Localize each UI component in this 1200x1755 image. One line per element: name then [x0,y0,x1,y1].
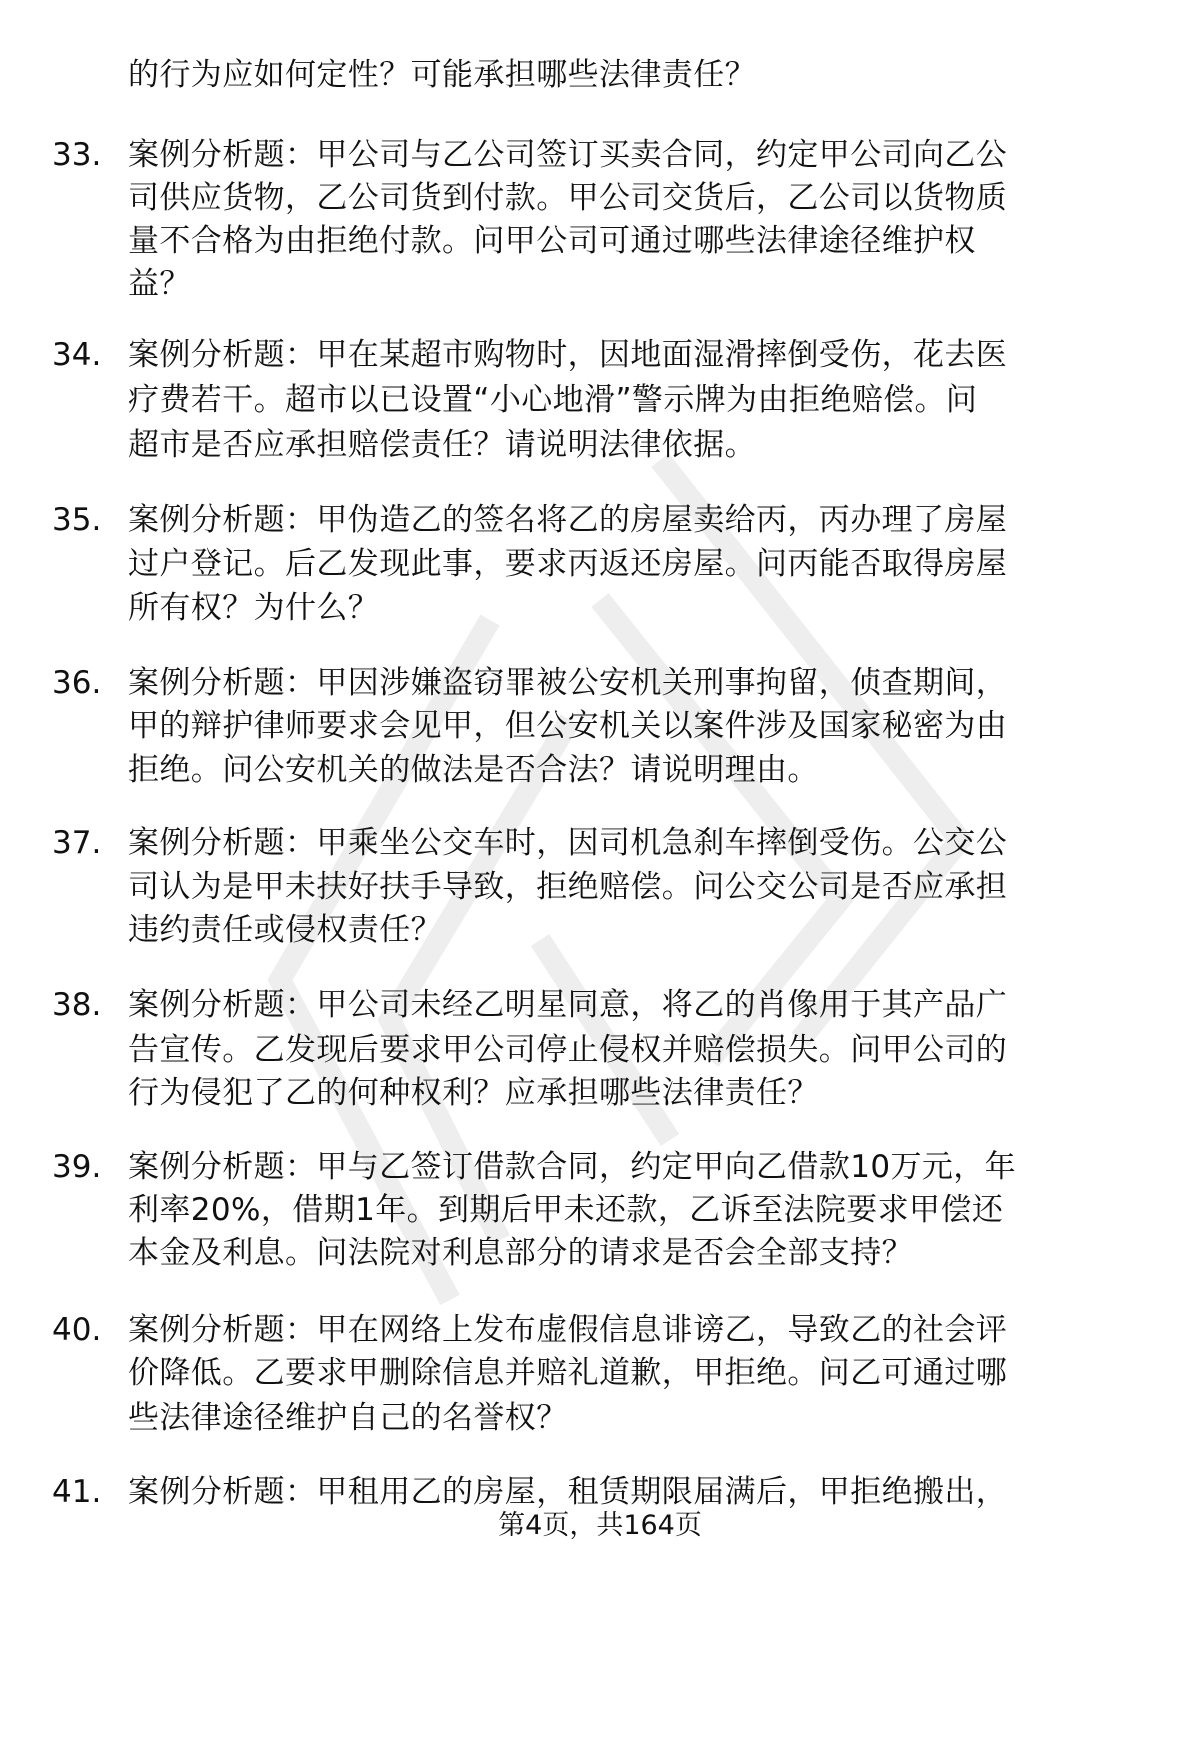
question-line: 些法律途径维护自己的名誉权？ [128,1400,568,1436]
question-line: 甲的辩护律师要求会见甲，但公安机关以案件涉及国家秘密为由 [128,708,1008,744]
question-number: 34. [52,337,102,373]
question-line: 案例分析题：甲伪造乙的签名将乙的房屋卖给丙，丙办理了房屋 [128,502,1008,538]
question-line: 案例分析题：甲公司未经乙明星同意，将乙的肖像用于其产品广 [128,987,1008,1023]
question-line: 司认为是甲未扶好扶手导致，拒绝赔偿。问公交公司是否应承担 [128,869,1008,905]
question-line: 疗费若干。超市以已设置“小心地滑”警示牌为由拒绝赔偿。问 [128,382,978,418]
question-number: 41. [52,1474,102,1510]
page-footer: 第4页，共164页 [498,1510,702,1541]
continuation-text: 的行为应如何定性？可能承担哪些法律责任？ [128,57,756,93]
question-number: 38. [52,987,102,1023]
question-line: 司供应货物，乙公司货到付款。甲公司交货后，乙公司以货物质 [128,180,1008,216]
question-line: 违约责任或侵权责任？ [128,912,442,948]
question-line: 过户登记。后乙发现此事，要求丙返还房屋。问丙能否取得房屋 [128,546,1008,582]
question-line: 案例分析题：甲公司与乙公司签订买卖合同，约定甲公司向乙公 [128,137,1008,173]
question-line: 拒绝。问公安机关的做法是否合法？请说明理由。 [128,752,819,788]
question-number: 33. [52,137,102,173]
question-line: 价降低。乙要求甲删除信息并赔礼道歉，甲拒绝。问乙可通过哪 [128,1355,1008,1391]
question-line: 告宣传。乙发现后要求甲公司停止侵权并赔偿损失。问甲公司的 [128,1032,1008,1068]
question-line: 超市是否应承担赔偿责任？请说明法律依据。 [128,427,756,463]
question-line: 案例分析题：甲乘坐公交车时，因司机急刹车摔倒受伤。公交公 [128,825,1008,861]
question-line: 量不合格为由拒绝付款。问甲公司可通过哪些法律途径维护权 [128,223,976,259]
question-line: 案例分析题：甲在某超市购物时，因地面湿滑摔倒受伤，花去医 [128,337,1008,373]
question-number: 37. [52,825,102,861]
question-line: 行为侵犯了乙的何种权利？应承担哪些法律责任？ [128,1075,819,1111]
question-number: 35. [52,502,102,538]
question-line: 案例分析题：甲因涉嫌盗窃罪被公安机关刑事拘留，侦查期间， [128,665,1008,701]
question-line: 案例分析题：甲与乙签订借款合同，约定甲向乙借款10万元，年 [128,1149,1017,1185]
question-number: 36. [52,665,102,701]
question-number: 40. [52,1312,102,1348]
question-line: 案例分析题：甲租用乙的房屋，租赁期限届满后，甲拒绝搬出， [128,1474,1008,1510]
question-line: 本金及利息。问法院对利息部分的请求是否会全部支持？ [128,1235,913,1271]
question-number: 39. [52,1149,102,1185]
question-line: 所有权？为什么？ [128,590,380,626]
question-line: 益？ [128,266,191,302]
question-line: 案例分析题：甲在网络上发布虚假信息诽谤乙，导致乙的社会评 [128,1312,1008,1348]
question-line: 利率20%，借期1年。到期后甲未还款，乙诉至法院要求甲偿还 [128,1192,1004,1228]
